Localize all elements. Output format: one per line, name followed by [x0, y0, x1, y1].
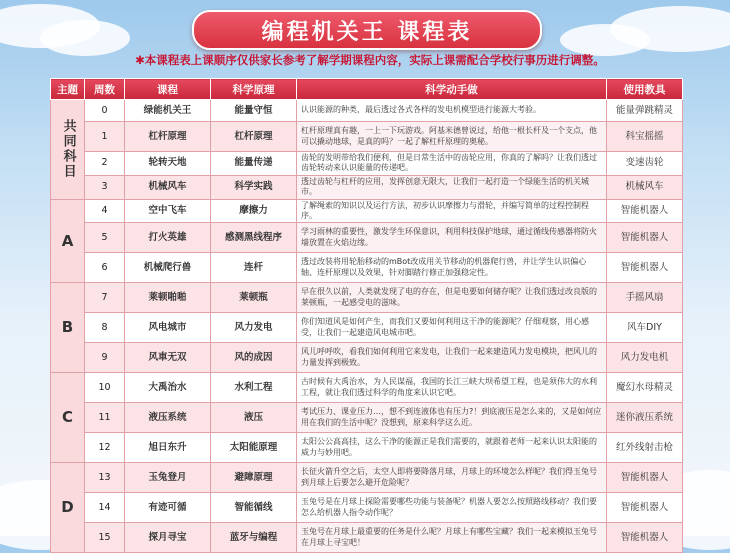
- theme-cell: C: [51, 373, 85, 463]
- week-cell: 14: [85, 493, 125, 523]
- table-row: [51, 122, 683, 152]
- activity-cell: 长征火箭升空之后，太空人即将要降落月球，月球上的环境怎么样呢？我们得玉兔号到月球上后要怎么避开危险呢？: [297, 463, 607, 493]
- theme-cell: D: [51, 463, 85, 553]
- table-header-row: [51, 79, 683, 100]
- course-cell: 有迹可循: [125, 493, 211, 523]
- header-activity: 科学动手做: [297, 79, 607, 100]
- tool-cell: 智能机器人: [607, 463, 683, 493]
- course-cell: 空中飞车: [125, 199, 211, 223]
- principle-cell: 摩擦力: [211, 199, 297, 223]
- tool-cell: 科宝摇摇: [607, 122, 683, 152]
- week-cell: 8: [85, 313, 125, 343]
- principle-cell: 能量传递: [211, 152, 297, 176]
- week-cell: 15: [85, 523, 125, 553]
- table-row: [51, 175, 683, 199]
- activity-cell: 风儿呼呼吹，看我们如何利用它来发电，让我们一起来建造风力发电模块，把风儿的力量发挥到极致。: [297, 343, 607, 373]
- tool-cell: 风力发电机: [607, 343, 683, 373]
- course-cell: 探月寻宝: [125, 523, 211, 553]
- header-theme: 主题: [51, 79, 85, 100]
- tool-cell: 风车DIY: [607, 313, 683, 343]
- course-cell: 风电城市: [125, 313, 211, 343]
- tool-cell: 红外线射击枪: [607, 433, 683, 463]
- theme-cell: 共同科目: [51, 100, 85, 200]
- tool-cell: 智能机器人: [607, 253, 683, 283]
- activity-cell: 了解绳索的知识以及运行方法，初步认识摩擦力与滑轮，并编写简单的过程控制程序。: [297, 199, 607, 223]
- week-cell: 4: [85, 199, 125, 223]
- tool-cell: 智能机器人: [607, 223, 683, 253]
- principle-cell: 蓝牙与编程: [211, 523, 297, 553]
- week-cell: 7: [85, 283, 125, 313]
- schedule-table-container: [50, 78, 682, 553]
- activity-cell: 透过改装将用轮胎移动的mBot改成用关节移动的机器爬行兽，并让学生认识偏心轴、连杆原理以及效果，针对脚踏行修正加强稳定性。: [297, 253, 607, 283]
- header-course: 课程: [125, 79, 211, 100]
- course-cell: 风車无双: [125, 343, 211, 373]
- notice-text: ✱本课程表上课顺序仅供家长参考了解学期课程内容，实际上课需配合学校行事历进行调整。: [135, 53, 605, 67]
- principle-cell: 杠杆原理: [211, 122, 297, 152]
- table-body: [51, 100, 683, 553]
- week-cell: 10: [85, 373, 125, 403]
- principle-cell: 连杆: [211, 253, 297, 283]
- cloud-decoration: [40, 20, 130, 56]
- table-row: [51, 403, 683, 433]
- week-cell: 13: [85, 463, 125, 493]
- week-cell: 9: [85, 343, 125, 373]
- week-cell: 3: [85, 175, 125, 199]
- principle-cell: 智能循线: [211, 493, 297, 523]
- table-row: [51, 343, 683, 373]
- activity-cell: 学习雨林的重要性，激发学生环保意识，利用科技保护地球，通过循线传感器将防火墙放置在火焰边缘。: [297, 223, 607, 253]
- table-row: [51, 199, 683, 223]
- activity-cell: 透过齿轮与杠杆的应用，发挥创意无限大，让我们一起打造一个绿能生活的机关城市。: [297, 175, 607, 199]
- course-cell: 打火英雄: [125, 223, 211, 253]
- week-cell: 12: [85, 433, 125, 463]
- week-cell: 2: [85, 152, 125, 176]
- week-cell: 1: [85, 122, 125, 152]
- table-row: [51, 283, 683, 313]
- activity-cell: 玉兔号是在月球上探险需要哪些功能与装备呢？机器人要怎么按照路线移动？我们要怎么给机器人指令动作呢？: [297, 493, 607, 523]
- activity-cell: 太阳公公高高挂，这么干净的能源正是我们需要的，就跟着老师一起来认识太阳能的威力与妙用吧。: [297, 433, 607, 463]
- schedule-table: [50, 78, 683, 553]
- activity-cell: 认识能源的种类，最后透过各式各样的发电机模型进行能源大考验。: [297, 100, 607, 122]
- table-row: [51, 373, 683, 403]
- tool-cell: 智能机器人: [607, 493, 683, 523]
- theme-cell: A: [51, 199, 85, 283]
- course-cell: 液压系统: [125, 403, 211, 433]
- course-cell: 莱顿啪啪: [125, 283, 211, 313]
- activity-cell: 齿轮的发明带给我们便利，但是日常生活中的齿轮应用，你真的了解吗？让我们透过齿轮转动来认识能量的传递吧。: [297, 152, 607, 176]
- tool-cell: 智能机器人: [607, 523, 683, 553]
- week-cell: 11: [85, 403, 125, 433]
- header-principle: 科学原理: [211, 79, 297, 100]
- course-cell: 杠杆原理: [125, 122, 211, 152]
- table-row: [51, 493, 683, 523]
- course-cell: 轮转天地: [125, 152, 211, 176]
- tool-cell: 智能机器人: [607, 199, 683, 223]
- principle-cell: 液压: [211, 403, 297, 433]
- header-week: 周数: [85, 79, 125, 100]
- tool-cell: 迷你液压系统: [607, 403, 683, 433]
- activity-cell: 考试压力、课业压力…，想不到连液体也有压力?！到底液压是怎么来的，又是如何应用在我们的生活中呢？没想到，原来科学这么近。: [297, 403, 607, 433]
- table-row: [51, 152, 683, 176]
- tool-cell: 变速齿轮: [607, 152, 683, 176]
- table-row: [51, 223, 683, 253]
- table-row: [51, 100, 683, 122]
- theme-cell: B: [51, 283, 85, 373]
- activity-cell: 古时候有大禹治水，为人民谋福，我国的长江三峡大坝希望工程，也是须伟大的水利工程，就让我们透过科学的角度来认识它吧。: [297, 373, 607, 403]
- tool-cell: 手摇风扇: [607, 283, 683, 313]
- activity-cell: 你们知道风是如何产生，而我们又要如何利用这干净的能源呢？仔细观察，用心感受，让我们一起建造风电城市吧。: [297, 313, 607, 343]
- page-title: 编程机关王 课程表: [192, 10, 542, 50]
- activity-cell: 杠杆原理真有趣，一上一下玩游戏。阿基米德曾说过，给他一根长杆及一个支点，他可以撬动地球，是真的吗？一起了解杠杆原理的奥秘。: [297, 122, 607, 152]
- tool-cell: 能量弹跳精灵: [607, 100, 683, 122]
- table-row: [51, 253, 683, 283]
- activity-cell: 玉兔号在月球上最重要的任务是什么呢？月球上有哪些宝藏？我们一起来模拟玉兔号在月球上寻宝吧！: [297, 523, 607, 553]
- principle-cell: 莱顿瓶: [211, 283, 297, 313]
- principle-cell: 感测黑线程序: [211, 223, 297, 253]
- week-cell: 0: [85, 100, 125, 122]
- principle-cell: 太阳能原理: [211, 433, 297, 463]
- week-cell: 6: [85, 253, 125, 283]
- course-cell: 玉兔登月: [125, 463, 211, 493]
- course-cell: 机械爬行兽: [125, 253, 211, 283]
- principle-cell: 风的成因: [211, 343, 297, 373]
- principle-cell: 风力发电: [211, 313, 297, 343]
- table-row: [51, 313, 683, 343]
- course-cell: 绿能机关王: [125, 100, 211, 122]
- table-row: [51, 463, 683, 493]
- tool-cell: 机械风车: [607, 175, 683, 199]
- table-row: [51, 433, 683, 463]
- week-cell: 5: [85, 223, 125, 253]
- principle-cell: 科学实践: [211, 175, 297, 199]
- activity-cell: 早在很久以前，人类就发现了电的存在，但是电要如何储存呢？让我们透过改良版的莱顿瓶，一起感受电的滋味。: [297, 283, 607, 313]
- principle-cell: 水利工程: [211, 373, 297, 403]
- table-row: [51, 523, 683, 553]
- header-tool: 使用教具: [607, 79, 683, 100]
- principle-cell: 避障原理: [211, 463, 297, 493]
- tool-cell: 魔幻水母精灵: [607, 373, 683, 403]
- course-cell: 机械风车: [125, 175, 211, 199]
- principle-cell: 能量守恒: [211, 100, 297, 122]
- course-cell: 大禹治水: [125, 373, 211, 403]
- course-cell: 旭日东升: [125, 433, 211, 463]
